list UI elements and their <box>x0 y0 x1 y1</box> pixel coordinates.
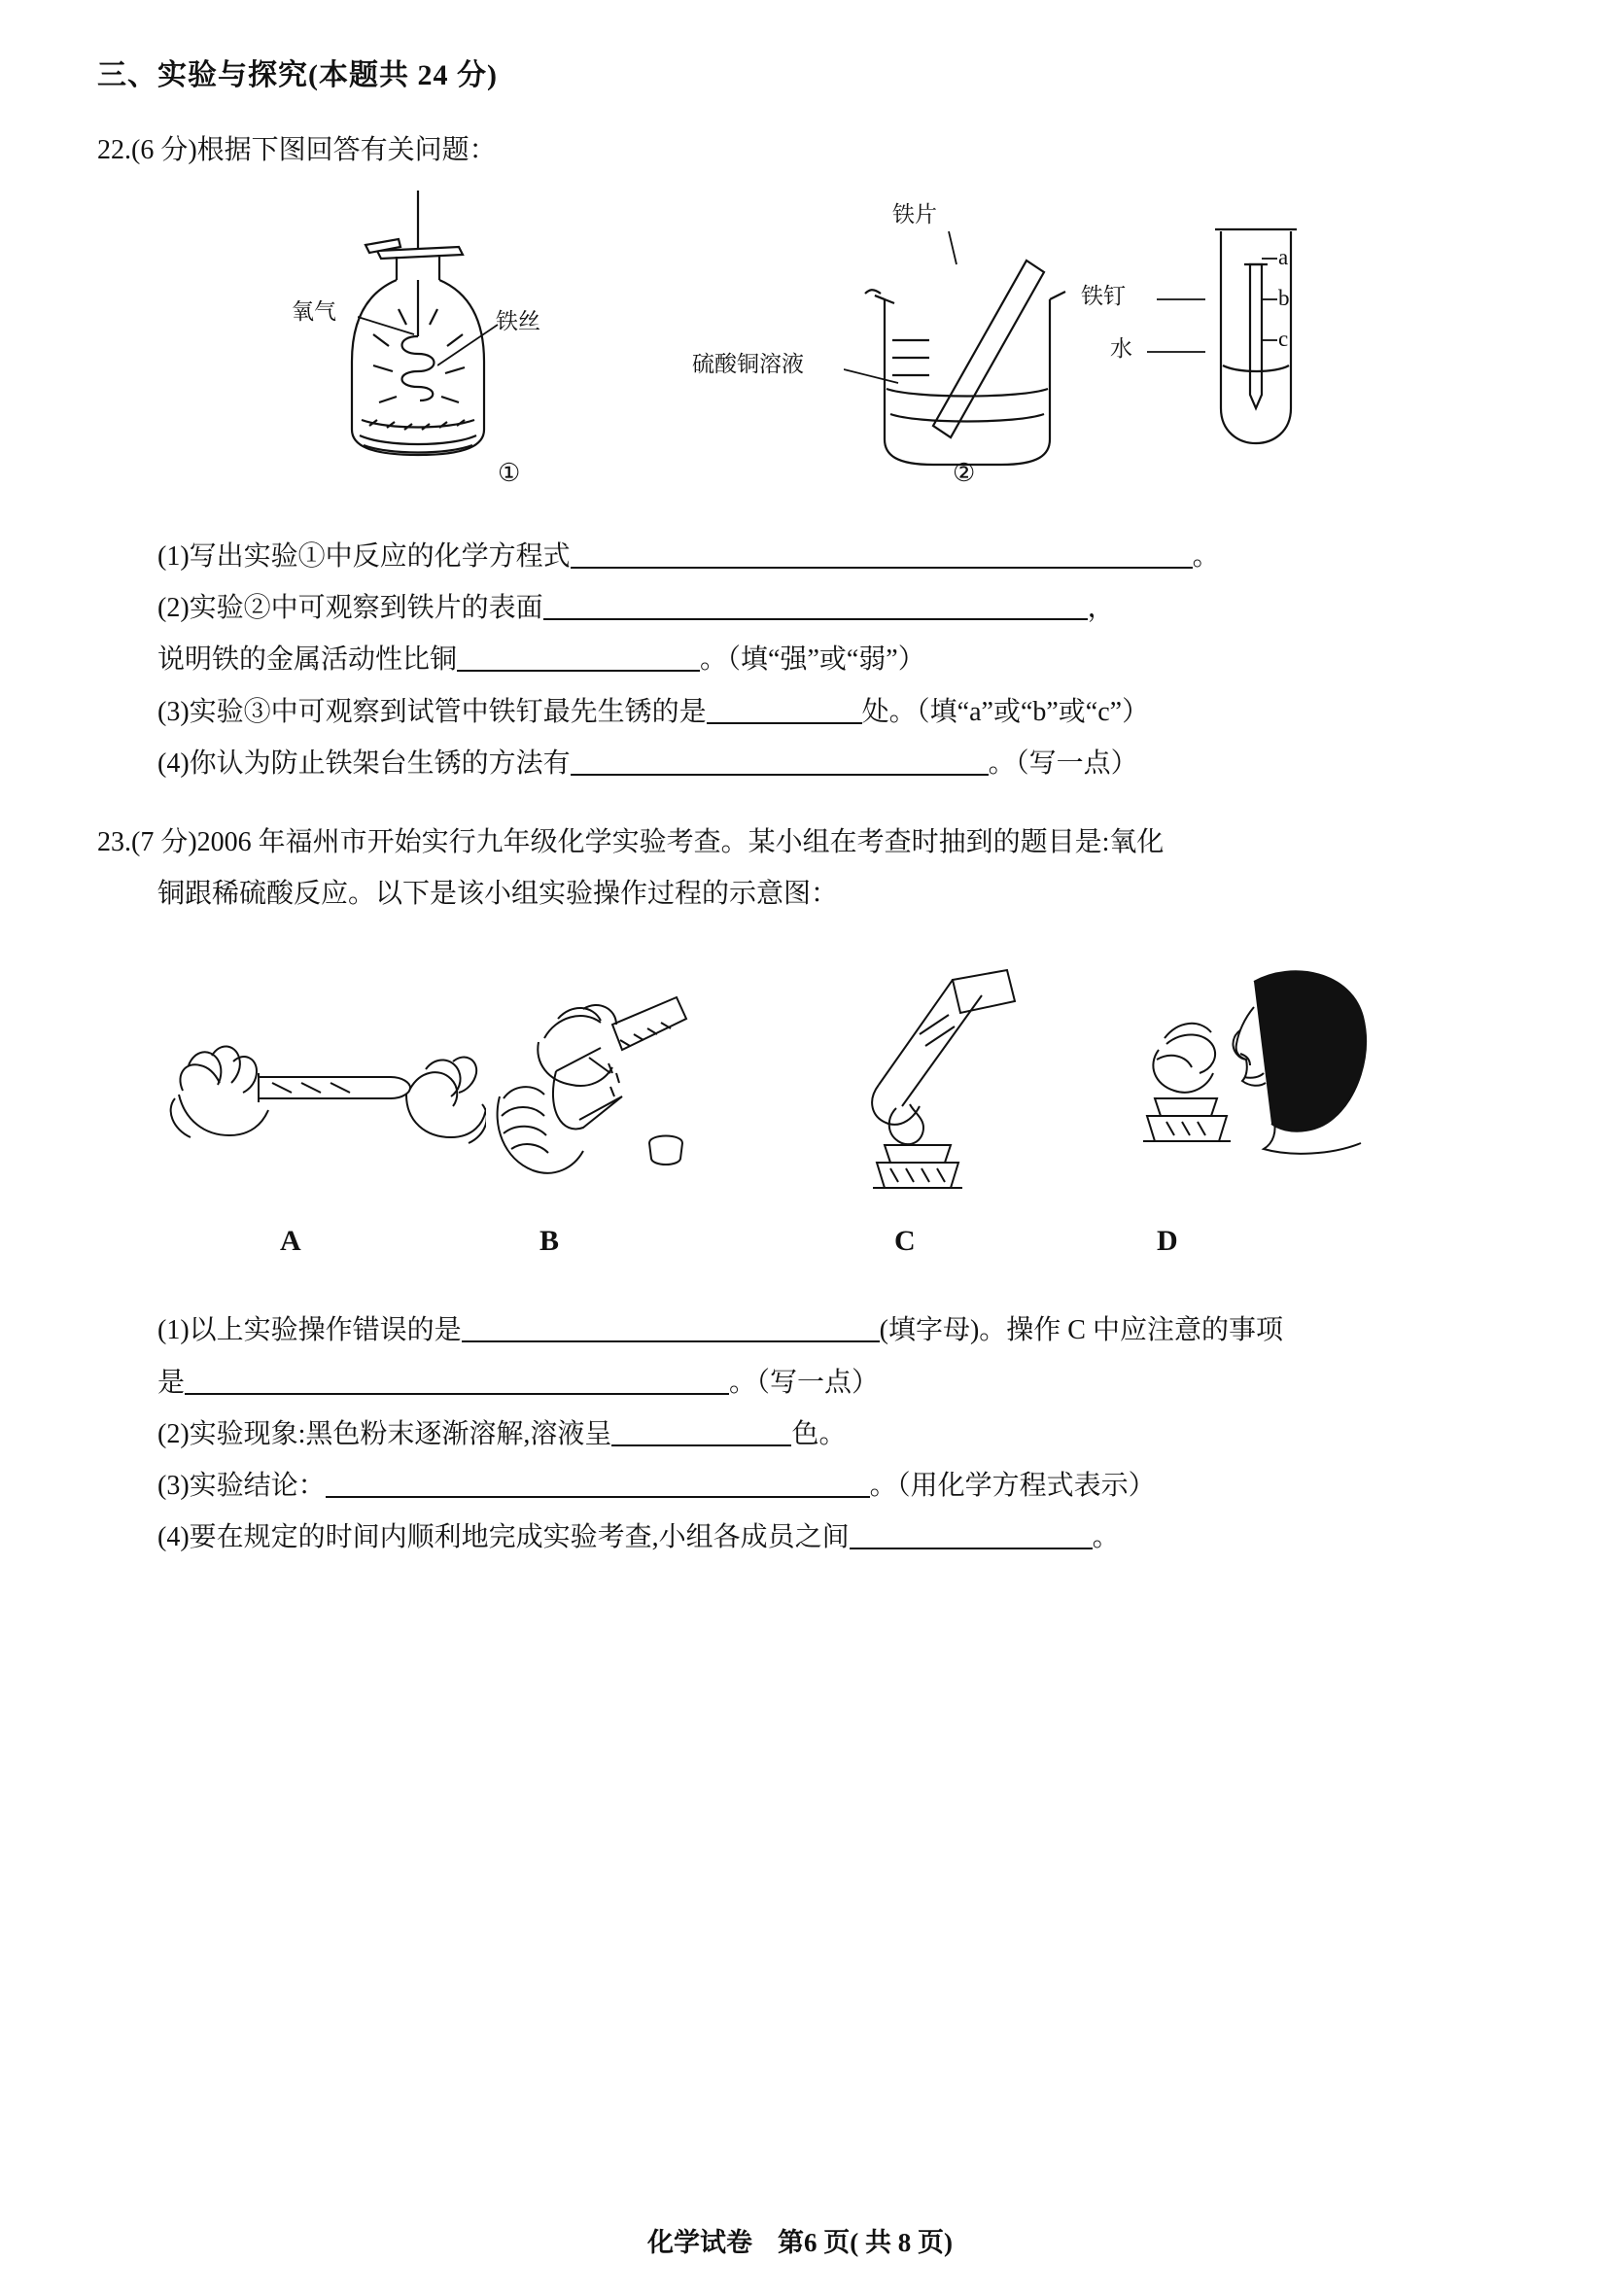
label-copper-sulfate: 硫酸铜溶液 <box>692 352 804 376</box>
figure-caption-2: ② <box>953 459 976 487</box>
operation-a-sketch <box>165 1001 486 1225</box>
leader-line-iron-sheet <box>925 231 974 280</box>
q23-item-5-after: 。 <box>1092 1522 1120 1553</box>
page-footer <box>0 2221 1600 2259</box>
question-22-stem: 22.(6 分)根据下图回答有关问题： <box>97 135 497 165</box>
q23-answer-blank-3[interactable] <box>611 1419 791 1446</box>
q23-item-2-before: 是 <box>157 1367 186 1398</box>
figure-letter-d: D <box>1157 1225 1178 1258</box>
label-iron-wire: 铁丝 <box>496 309 540 333</box>
q22-item-4-after: 处。（填“a”或“b”或“c”） <box>861 696 1150 727</box>
operation-b-sketch <box>486 982 778 1215</box>
figure-23 <box>97 933 1503 1283</box>
q22-item-3 <box>157 634 1503 685</box>
q23-item-4-before: (3)实验结论： <box>157 1470 326 1501</box>
label-point-c: c <box>1278 327 1289 351</box>
q22-item-5 <box>157 738 1503 789</box>
q22-item-4 <box>157 686 1503 738</box>
q23-item-5 <box>157 1512 1503 1563</box>
q22-item-1-before: (1)写出实验①中反应的化学方程式 <box>157 541 571 572</box>
q22-answer-blank-2[interactable] <box>543 593 1088 620</box>
label-iron-nail: 铁钉 <box>1081 284 1126 308</box>
figure-caption-1: ① <box>498 459 521 487</box>
q23-item-3 <box>157 1409 1503 1460</box>
q23-answer-blank-4[interactable] <box>326 1471 870 1498</box>
q22-answer-blank-4[interactable] <box>707 697 862 724</box>
q22-item-2 <box>157 582 1503 634</box>
figure-letter-a: A <box>280 1225 301 1258</box>
q23-answer-blank-2[interactable] <box>185 1368 729 1395</box>
label-iron-sheet: 铁片 <box>892 202 937 226</box>
question-22-items <box>97 531 1503 789</box>
q23-stem-line-1: 23.(7 分)2006 年福州市开始实行九年级化学实验考查。某小组在考查时抽到的题目是:氧化 <box>97 826 1165 857</box>
q23-item-2-after: 。（写一点） <box>729 1367 880 1398</box>
label-point-b: b <box>1278 286 1290 310</box>
leader-line-iron-nail <box>1157 290 1215 319</box>
label-water: 水 <box>1110 336 1132 361</box>
question-23 <box>97 817 1503 920</box>
q23-item-5-before: (4)要在规定的时间内顺利地完成实验考查,小组各成员之间 <box>157 1522 850 1553</box>
q23-item-1 <box>157 1305 1503 1356</box>
q23-stem-line-2: 铜跟稀硫酸反应。以下是该小组实验操作过程的示意图： <box>157 879 839 910</box>
q23-answer-blank-5[interactable] <box>850 1522 1093 1549</box>
q22-item-1-after: 。 <box>1192 541 1220 572</box>
q23-item-1-before: (1)以上实验操作错误的是 <box>157 1315 462 1346</box>
leader-line-oxygen <box>358 303 445 342</box>
label-oxygen: 氧气 <box>292 299 336 324</box>
figure-22 <box>97 185 1503 505</box>
q23-item-4 <box>157 1460 1503 1512</box>
operation-d-sketch <box>1108 953 1380 1196</box>
q23-item-2 <box>157 1357 1503 1409</box>
leader-lines-abc <box>1215 243 1332 399</box>
leader-line-iron-wire <box>437 321 515 389</box>
footer-page-number: 第6 页( 共 8 页) <box>778 2228 953 2257</box>
q22-answer-blank-3[interactable] <box>457 644 700 672</box>
label-point-a: a <box>1278 245 1289 269</box>
leader-line-copper-sulfate <box>844 360 922 399</box>
q22-item-3-before: 说明铁的金属活动性比铜 <box>157 644 458 676</box>
q22-item-2-before: (2)实验②中可观察到铁片的表面 <box>157 593 543 624</box>
operation-c-sketch <box>836 962 1060 1205</box>
q22-answer-blank-1[interactable] <box>571 541 1193 569</box>
q23-item-3-before: (2)实验现象:黑色粉末逐渐溶解,溶液呈 <box>157 1418 612 1449</box>
figure-letter-b: B <box>539 1225 560 1258</box>
q22-item-3-after: 。（填“强”或“弱”） <box>700 644 925 676</box>
q23-item-4-after: 。（用化学方程式表示） <box>869 1470 1156 1501</box>
q22-item-1 <box>157 531 1503 582</box>
section-title: 三、实验与探究(本题共 24 分) <box>97 59 498 91</box>
q22-item-4-before: (3)实验③中可观察到试管中铁钉最先生锈的是 <box>157 696 707 727</box>
question-23-items <box>97 1305 1503 1563</box>
footer-subject: 化学试卷 <box>647 2228 752 2257</box>
q22-item-5-after: 。（写一点） <box>988 748 1138 779</box>
q22-answer-blank-5[interactable] <box>571 748 989 776</box>
q23-item-1-after: (填字母)。操作 C 中应注意的事项 <box>879 1315 1283 1346</box>
figure-letter-c: C <box>894 1225 916 1258</box>
leader-line-water <box>1147 342 1225 371</box>
q23-item-3-after: 色。 <box>791 1418 847 1449</box>
q22-item-2-after: ， <box>1087 593 1115 624</box>
q23-answer-blank-1[interactable] <box>462 1315 880 1342</box>
q22-item-5-before: (4)你认为防止铁架台生锈的方法有 <box>157 748 571 779</box>
